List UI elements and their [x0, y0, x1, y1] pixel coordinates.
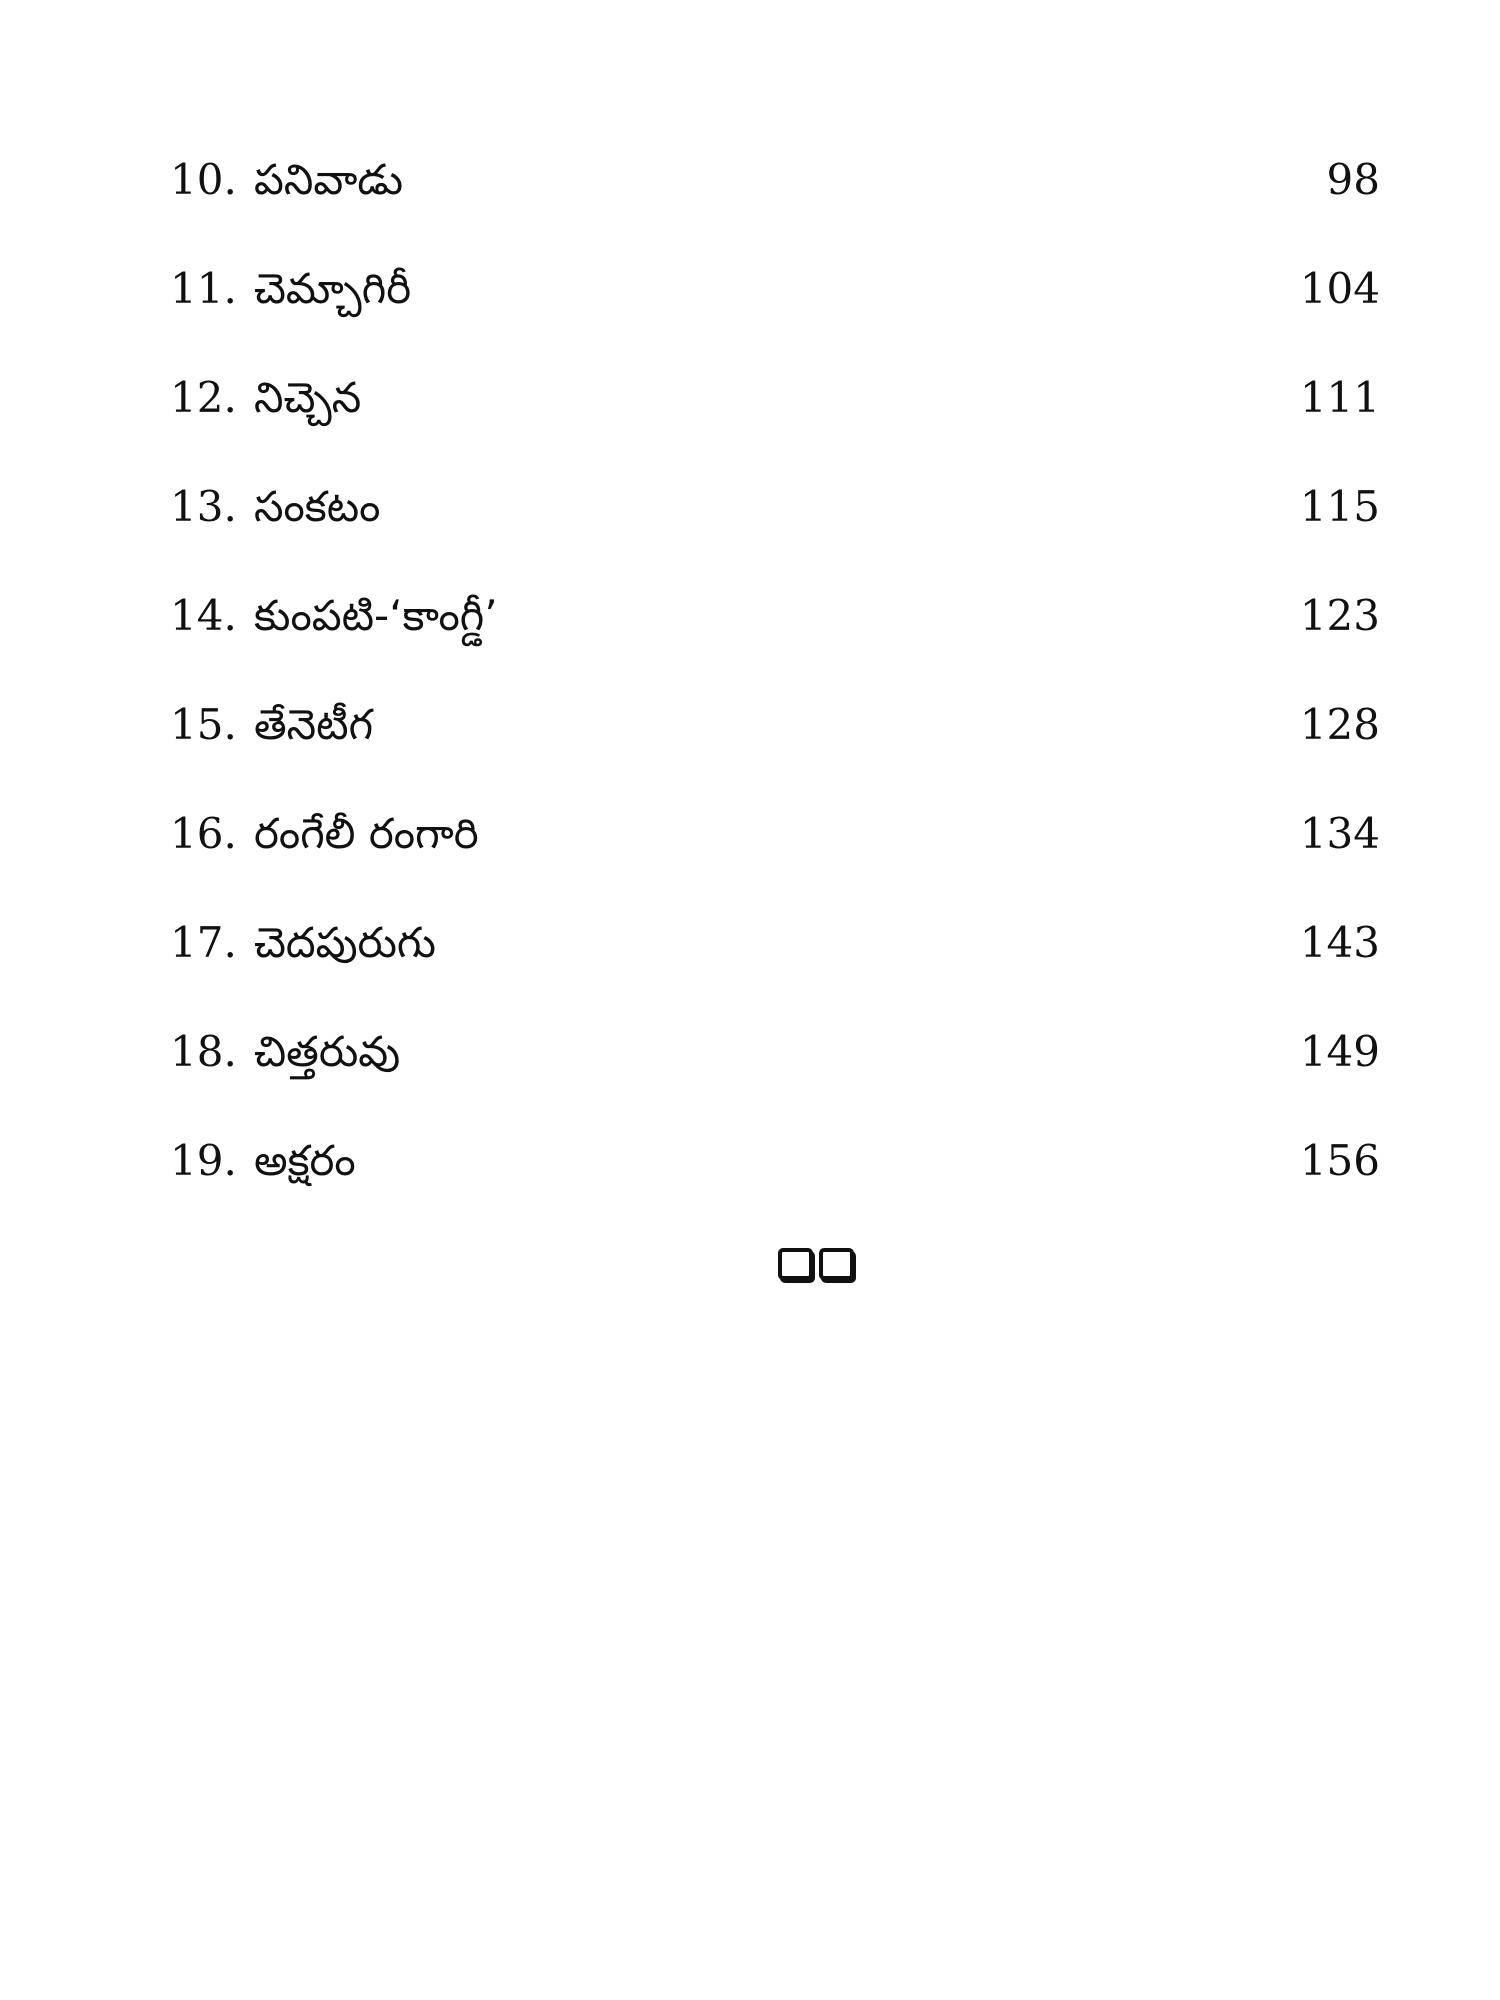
- entry-page-number: 104: [1299, 264, 1380, 313]
- entry-number: 18.: [170, 1027, 237, 1076]
- entry-title: పనివాడు: [254, 155, 403, 204]
- entry-page-number: 123: [1299, 591, 1380, 640]
- table-of-contents: [170, 145, 1380, 1235]
- entry-page-number: 134: [1299, 809, 1380, 858]
- toc-entry: [170, 581, 1380, 690]
- toc-entry: [170, 145, 1380, 254]
- entry-page-number: 143: [1299, 918, 1380, 967]
- entry-title: చెమ్చాగిరీ: [254, 264, 412, 313]
- entry-number: 12.: [170, 373, 237, 422]
- entry-number: 13.: [170, 482, 237, 531]
- entry-page-number: 128: [1299, 700, 1380, 749]
- entry-title: కుంపటి-‘కాంగ్డీ’: [254, 591, 498, 640]
- square-icon: [778, 1248, 813, 1280]
- toc-entry: [170, 254, 1380, 363]
- entry-page-number: 111: [1299, 373, 1380, 422]
- toc-entry: [170, 1126, 1380, 1235]
- entry-title: అక్షరం: [254, 1136, 356, 1185]
- entry-title: నిచ్చెన: [254, 373, 362, 422]
- entry-title: చెదపురుగు: [254, 918, 436, 967]
- entry-number: 10.: [170, 155, 237, 204]
- toc-entry: [170, 799, 1380, 908]
- entry-number: 19.: [170, 1136, 237, 1185]
- square-icon: [819, 1248, 854, 1280]
- entry-page-number: 115: [1299, 482, 1380, 531]
- toc-entry: [170, 1017, 1380, 1126]
- entry-number: 15.: [170, 700, 237, 749]
- toc-entry: [170, 363, 1380, 472]
- entry-number: 14.: [170, 591, 237, 640]
- entry-page-number: 98: [1326, 155, 1380, 204]
- entry-number: 17.: [170, 918, 237, 967]
- entry-title: తేనెటీగ: [254, 700, 374, 749]
- entry-title: సంకటం: [254, 482, 381, 531]
- double-square-icon: [778, 1248, 854, 1280]
- toc-entry: [170, 690, 1380, 799]
- entry-number: 11.: [170, 264, 237, 313]
- entry-page-number: 149: [1299, 1027, 1380, 1076]
- entry-title: రంగేలీ రంగారి: [254, 809, 479, 858]
- entry-number: 16.: [170, 809, 237, 858]
- toc-entry: [170, 908, 1380, 1017]
- entry-title: చిత్తరువు: [254, 1027, 401, 1076]
- entry-page-number: 156: [1299, 1136, 1380, 1185]
- toc-entry: [170, 472, 1380, 581]
